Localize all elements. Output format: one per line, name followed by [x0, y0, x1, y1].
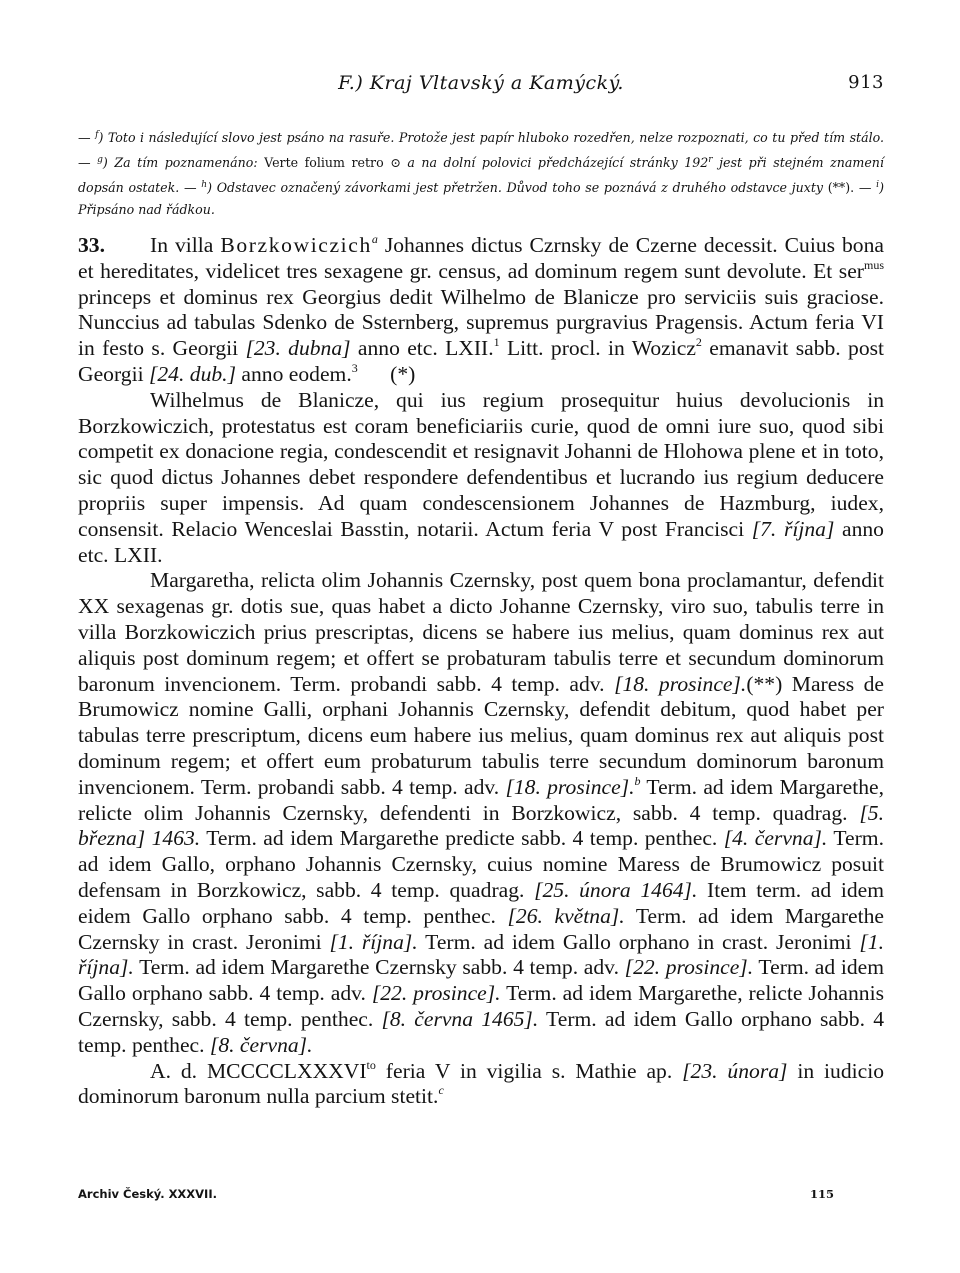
text-run: emanavit sabb. post Georgii: [78, 336, 885, 386]
running-title: F.) Kraj Vltavský a Kamýcký.: [338, 72, 624, 94]
note-i-mark: i: [876, 180, 880, 190]
text-run: Term. ad idem Gallo, orphano Johannis Czernsky, cuius nomine Maress de Brumowicz posuit defensam in Borzkowicz, sabb. 4 temp. quadrag.: [78, 826, 884, 902]
note-ref-b: b: [634, 773, 641, 788]
text-run: Margaretha, relicta olim Johannis Czernsky, post quem bona proclamantur, defendit XX sexagenas gr. dotis sue, quas habet a dicto Johanne Czernsky, viro suo, tabulis terre in villa Borzkowiczich prius prescriptas, dicens se habere ius melius, quam dominus rex aut aliquis post dominum regem; et offert se probaturam tabulis terre et secundum dominorum baronum invencionem. Term. probandi sabb. 4 temp. adv.: [78, 568, 884, 696]
text-run: Term. ad idem Margarethe predicte sabb. 4 temp. penthec.: [206, 826, 718, 851]
note-g-text: Za tím poznamenáno:: [114, 155, 258, 170]
running-head: [78, 72, 884, 100]
note-f-mark: f: [95, 130, 99, 140]
text-run: Wilhelmus de Blanicze, qui ius regium prosequitur huius devolucionis in Borzkowiczich, protestatus est coram beneficiariis curie, quod de omni iure suo, quod sibi competit ex donacione regia, condescendit et resignavit Johanni de Hlohowa plene et in toto, sic quod dictus Johannes debet respondere defendentibus et lucrando ius regium deducere propriis super impensis. Ad quam condescensionem Johannes de Hazmburg, iudex, consensit. Relacio Wenceslai Basstin, notarii. Actum feria V post Francisci: [78, 387, 884, 541]
date-note: [7. října]: [751, 516, 835, 541]
note-h-text: Odstavec označený závorkami jest přetržen. Důvod toho se poznává z druhého odstavce: [216, 180, 787, 195]
text-run: Term. ad idem Margarethe Czernsky sabb. 4 temp. adv.: [139, 955, 619, 980]
superscript-to: to: [366, 1057, 376, 1072]
date-note: [8. června 1465].: [381, 1006, 539, 1031]
note-g-text-2: a na dolní polovici předcházející stránky 192: [407, 155, 709, 170]
date-note: [4. června].: [723, 826, 828, 851]
date-note: [23. února]: [682, 1058, 788, 1083]
date-note: [23. dubna]: [245, 336, 351, 361]
date-note: [22. prosince].: [371, 981, 501, 1006]
date-note: [1. října].: [329, 929, 418, 954]
page-number: 913: [848, 72, 884, 93]
paragraph-closing: [78, 1059, 884, 1111]
date-note: [25. února 1464].: [534, 877, 698, 902]
note-ref-c: c: [438, 1083, 444, 1098]
footnotes-block: — $^f$) Toto i následující slovo jest psáno na rasuře. Protože jest papír hluboko rozedřen, nelze rozpoznati, co tu před tím stálo. — $^g$) Za tím poznamenáno: Verte folium retro ⊙ a na dolní polovici předcházející stránky 192$^r$ jest při stejném znamení dopsán ostatek. — $^h$) Odstavec označený závorkami jest přetržen. Důvod toho se poznává z druhého odstavce juxty (**). — $^i$) Připsáno nad řádkou.: [78, 130, 884, 217]
text-run: Term. ad idem Margarethe, relicte olim Johannis Czernsky, defendenti in Borzkowicz, sabb. 4 temp. quadrag.: [78, 774, 884, 825]
date-note: [8. června].: [209, 1032, 313, 1057]
text-run: In villa: [150, 233, 214, 257]
text-run: feria V in vigilia s. Mathie ap.: [385, 1058, 673, 1083]
sheet-number: 115: [809, 1187, 834, 1201]
text-run: Term. ad idem Margarethe Czernsky in crast. Jeronimi: [78, 903, 884, 954]
text-run: Term. ad idem Gallo orphano sabb. 4 temp. penthec.: [78, 1006, 884, 1057]
note-g-sup: r: [708, 155, 713, 165]
page-footer: [78, 1187, 884, 1207]
date-note: [22. prosince].: [624, 955, 754, 980]
note-ref-a: a: [371, 232, 378, 246]
paragraph-wilhelmus: [78, 388, 884, 569]
entry-number: 33.: [78, 233, 105, 257]
note-g-roman: Verte folium retro: [264, 155, 384, 170]
text-run: in iudicio dominorum baronum nulla parcium stetit.: [78, 1058, 885, 1109]
text-run: anno etc. LXII.: [78, 516, 884, 567]
bracket-marker: (*): [390, 361, 416, 386]
text-run: Term. ad idem Margarethe, relicte Johannis Czernsky, sabb. 4 temp. penthec.: [78, 981, 884, 1031]
note-ref-2: 2: [695, 335, 702, 350]
note-f-text: Toto i následující slovo jest psáno na rasuře. Protože jest papír hluboko rozedřen, nelze rozpoznati, co tu před tím stálo. —: [78, 130, 884, 170]
text-run: anno eodem.: [241, 361, 352, 386]
note-i-text: Připsáno nad řádkou.: [78, 202, 215, 217]
note-g-mark: g: [97, 155, 103, 165]
note-g-text-3: jest při stejném znamení dopsán ostatek. —: [78, 155, 884, 195]
text-run: princeps et dominus rex Georgius dedit Wilhelmo de Blanicze pro serviciis suis graciose. Nunccius ad tabulas Sdenko de Ssternberg, supremus purgravius Pragensis. Actum feria VI in festo s. Georgii: [78, 284, 884, 361]
date-note: [5. března] 1463.: [78, 800, 884, 851]
text-run: A. d. MCCCCLXXXVI: [150, 1058, 367, 1083]
volume-signature: Archiv Český. XXXVII.: [78, 1187, 217, 1201]
text-run: Litt. procl. in Wozicz: [506, 336, 696, 361]
text-run: anno etc. LXII.: [357, 336, 494, 361]
circle-dot-icon: ⊙: [390, 155, 401, 170]
text-run: Term. ad idem Gallo orphano in crast. Jeronimi: [425, 929, 852, 954]
entry-33-paragraph: [78, 233, 884, 388]
date-note: [24. dub.]: [148, 361, 236, 386]
note-h-mark: h: [201, 180, 208, 190]
text-run: Item term. ad idem eidem Gallo orphano sabb. 4 temp. penthec.: [78, 877, 885, 928]
note-h-juxta: juxty: [791, 180, 823, 195]
date-note: [18. prosince].: [505, 774, 635, 799]
note-ref-1: 1: [493, 335, 500, 350]
paragraph-margaretha: [78, 568, 884, 1058]
text-run: Term. ad idem Gallo orphano sabb. 4 temp. adv.: [78, 955, 884, 1006]
date-note: [18. prosince].: [614, 671, 747, 696]
main-text: [78, 233, 884, 1110]
date-note: [26. května].: [507, 903, 625, 928]
text-run: Johannes dictus Czrnsky de Czerne decessit. Cuius bona et hereditates, videlicet tres sexagene gr. census, ad dominum regem sunt devolute. Et ser: [78, 233, 884, 283]
note-h-end: (**). —: [827, 180, 872, 195]
date-note: [1. října].: [78, 929, 884, 980]
text-run: (**) Maress de Brumowicz nomine Galli, orphani Johannis Czernsky, defendit debitum, quod habet per tabulas terre prescriptum, dicens eum habere ius melius, quam dominus rex aut aliquis post dominum regem; et offert eum probaturum tabulis terre secundum dominorum baronum invencionem. Term. probandi sabb. 4 temp. adv.: [78, 671, 884, 799]
superscript-mus: mus: [863, 257, 884, 272]
note-ref-3: 3: [351, 360, 358, 375]
place-name: Borzkowiczich: [220, 233, 372, 257]
